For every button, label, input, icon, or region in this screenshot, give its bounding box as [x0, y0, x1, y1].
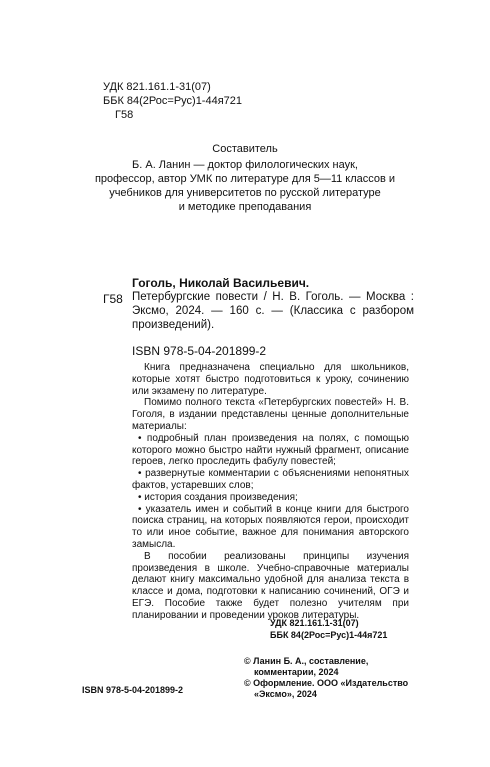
copyright-design-cont: «Эксмо», 2024: [254, 689, 317, 699]
compiler-line: учебников для университетов по русской литературе: [109, 187, 381, 199]
compiler-line: профессор, автор УМК по литературе для 5—11 классов и: [94, 173, 396, 185]
record-description-text: Петербургские повести / Н. В. Гоголь. — Москва : Эксмо, 2024. — 160 с. — (Классика с разбором произведений).: [132, 291, 414, 331]
annotation-bullet: • указатель имен и событий в конце книги для быстрого поиска страниц, на которых появляются герои, происходит то или иное событие, важное для понимания авторского замысла.: [132, 503, 409, 550]
compiler-line: и методике преподавания: [178, 201, 312, 213]
copyright-compiler-cont: комментарии, 2024: [254, 667, 339, 677]
bbk-code: ББК 84(2Рос=Рус)1-44я721: [103, 95, 243, 107]
record-isbn: ISBN 978-5-04-201899-2: [132, 344, 267, 358]
annotation-bullet: • развернутые комментарии с объяснениями непонятных фактов, устаревших слов;: [132, 468, 409, 491]
compiler-line: Б. А. Ланин — доктор филологических наук,: [132, 159, 358, 171]
bottom-isbn: ISBN 978-5-04-201899-2: [82, 685, 184, 695]
annotation: [132, 362, 409, 622]
record-description: [132, 290, 414, 332]
copyright-compiler: © Ланин Б. А., составление,: [244, 656, 369, 666]
record-author: Гоголь, Николай Васильевич.: [132, 276, 310, 290]
copyright-design: © Оформление. ООО «Издательство: [244, 678, 409, 688]
annotation-paragraph: Книга предназначена специально для школьников, которые хотят быстро подготовиться к уроку, сочинению или экзамену по литературе.: [132, 362, 409, 397]
record-author-mark: Г58: [103, 292, 123, 306]
annotation-paragraph: В пособии реализованы принципы изучения произведения в школе. Учебно-справочные материалы делают книгу максимально удобной для анализа текста в классе и дома, подготовки к написанию сочинений, ОГЭ и ЕГЭ. Пособие также будет полезно учителям при планировании и проведении уроков литературы.: [132, 550, 409, 621]
annotation-paragraph: Помимо полного текста «Петербургских повестей» Н. В. Гоголя, в издании представлены ценные дополнительные материалы:: [132, 397, 409, 432]
bottom-bbk-code: ББК 84(2Рос=Рус)1-44я721: [270, 630, 388, 640]
annotation-bullet: • история создания произведения;: [138, 491, 298, 503]
compiler-heading: Составитель: [212, 143, 278, 155]
annotation-bullet: • подробный план произведения на полях, с помощью которого можно быстро найти нужный фрагмент, описание героев, легко проследить фабулу повестей;: [132, 432, 409, 468]
bottom-udk-code: УДК 821.161.1-31(07): [270, 618, 359, 628]
author-mark: Г58: [115, 109, 134, 121]
udk-code: УДК 821.161.1-31(07): [103, 81, 211, 93]
